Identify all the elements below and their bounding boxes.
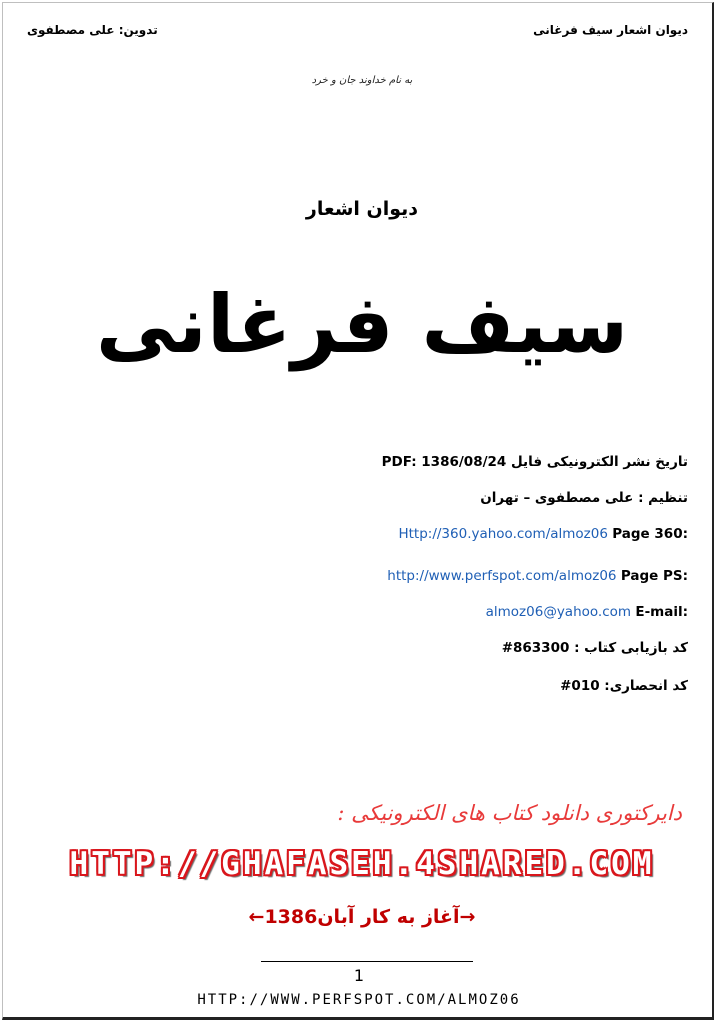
poet-name-title: سیف فرغانی: [95, 278, 629, 371]
footer-url-link[interactable]: HTTP://WWW.PERFSPOT.COM/ALMOZ06: [197, 992, 521, 1008]
document-page: [2, 2, 714, 1020]
pageps-link[interactable]: http://www.perfspot.com/almoz06: [387, 568, 617, 584]
page360-link[interactable]: Http://360.yahoo.com/almoz06: [398, 526, 608, 542]
exclusive-code-line: کد انحصاری: 010#: [560, 678, 688, 694]
email-link[interactable]: almoz06@yahoo.com: [485, 604, 632, 620]
retrieval-code-line: کد بازیابی کتاب : 863300#: [501, 640, 688, 656]
page-number: 1: [353, 966, 365, 985]
email-line: [486, 604, 688, 620]
footer-divider: [261, 961, 473, 962]
pageps-line: [387, 568, 688, 584]
directory-heading: دایرکتوری دانلود کتاب های الکترونیکی :: [337, 801, 682, 825]
header-title: دیوان اشعار سیف فرغانی: [533, 23, 688, 37]
email-label: E-mail:: [635, 604, 688, 620]
header-compiler: تدوین: علی مصطفوی: [27, 23, 158, 37]
start-date-banner: →آغاز به کار آبان1386←: [248, 906, 476, 928]
publish-date-line: تاریخ نشر الکترونیکی فایل PDF: 1386/08/24: [381, 454, 688, 470]
bismillah-line: به نام خداوند جان و خرد: [311, 75, 413, 86]
divan-heading: دیوان اشعار: [305, 198, 419, 220]
arranged-by-line: تنظیم : علی مصطفوی – تهران: [480, 490, 688, 506]
directory-url-link[interactable]: HTTP://GHAFASEH.4SHARED.COM: [69, 846, 655, 882]
pageps-label: Page PS:: [620, 568, 688, 584]
page360-line: [398, 526, 688, 542]
page360-label: Page 360:: [612, 526, 688, 542]
